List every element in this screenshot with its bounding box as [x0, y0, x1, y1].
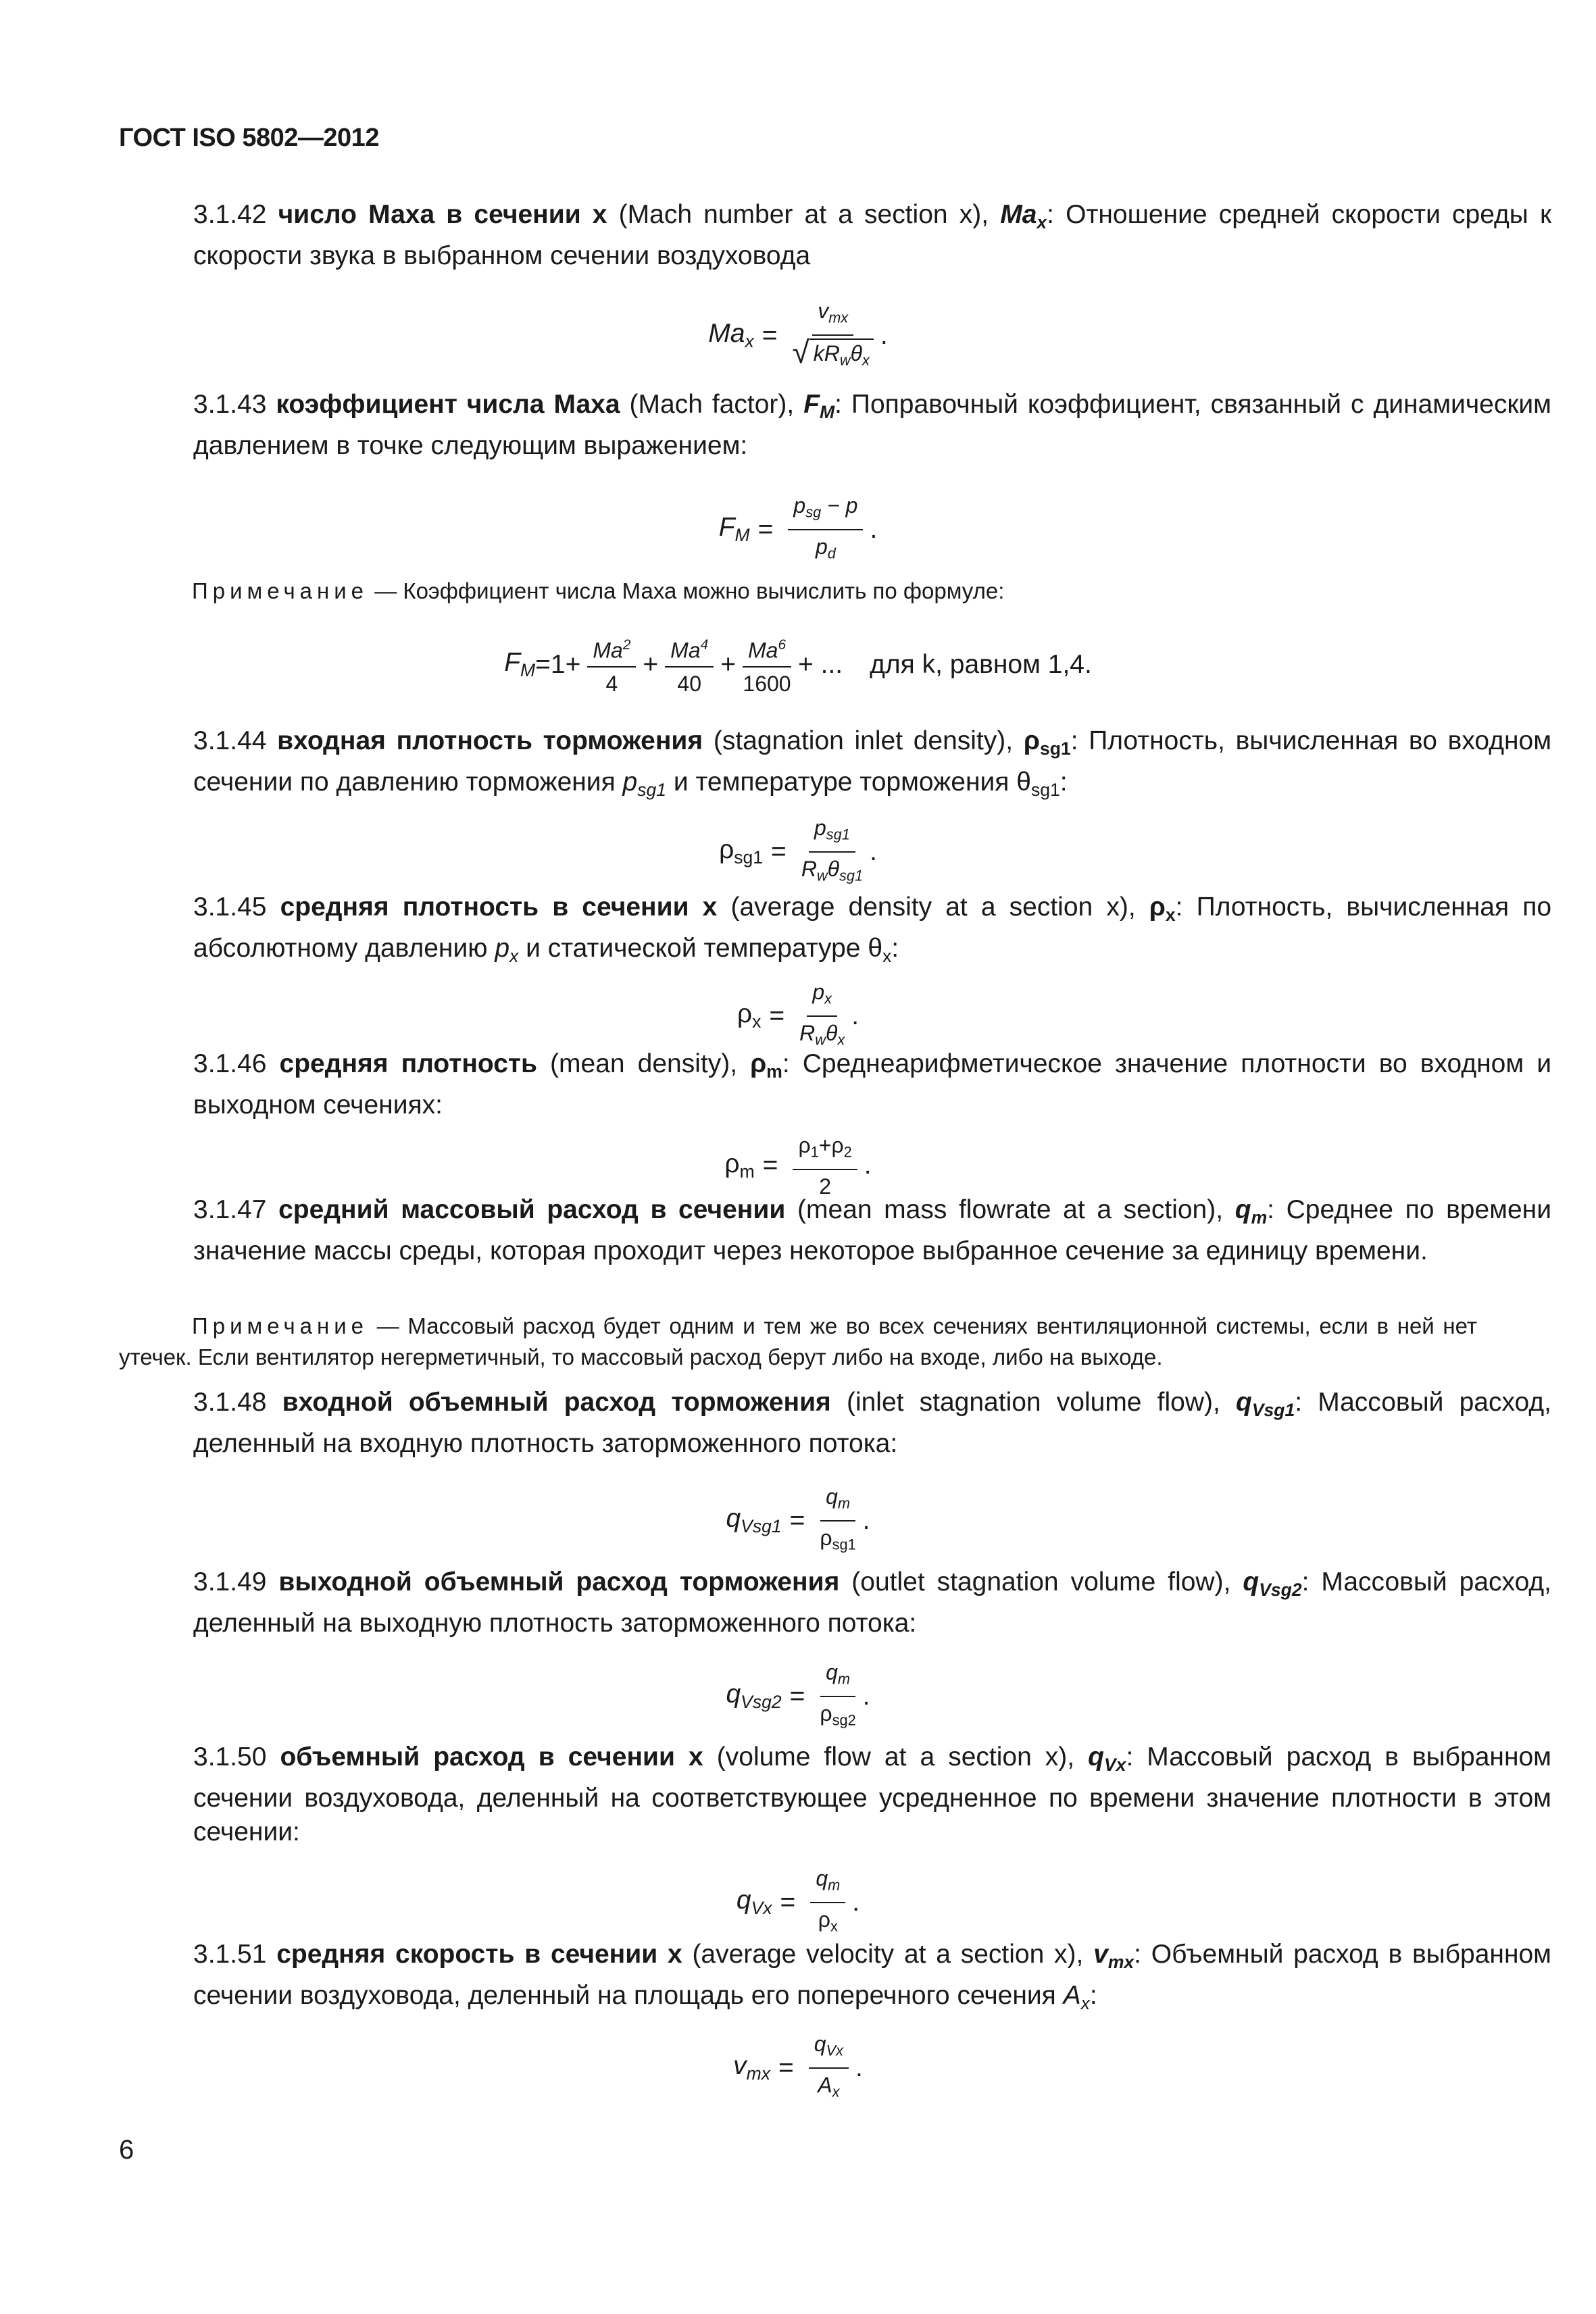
definition-text: : Плотность, вычисленная по абсолютному давлению: [193, 892, 1552, 963]
symbol: $\rho_{sg1}$: [1023, 726, 1071, 759]
definition-3-1-48: [119, 1386, 1551, 1461]
clause-number: 3.1.47: [193, 1195, 267, 1224]
definition-3-1-49: [119, 1565, 1551, 1640]
formula-lhs: $\rho_m$: [724, 1149, 755, 1182]
equals-sign: =: [769, 1001, 785, 1030]
symbol: $Ma_x$: [1000, 200, 1047, 232]
series-tail: + ...: [798, 649, 843, 679]
definition-3-1-45: [119, 890, 1551, 973]
definition-end: :: [1059, 767, 1068, 797]
formula-lhs: $v_{mx}$: [733, 2051, 771, 2084]
fraction-term-1: $\frac{Ma^2}{4}$: [587, 632, 636, 697]
formula-condition: для k, равном 1,4.: [870, 649, 1092, 679]
term: коэффициент числа Маха: [276, 390, 620, 419]
term-english: (stagnation inlet density),: [713, 726, 1014, 755]
clause-number: 3.1.43: [193, 390, 267, 419]
fraction: $\frac{q_{Vx}}{A_x}$: [809, 2030, 849, 2105]
definition-text: : Поправочный коэффициент, связанный с динамическим давлением в точке следующим выражением:: [193, 390, 1551, 460]
period: .: [862, 1505, 870, 1535]
term-english: (average velocity at a section x),: [692, 1940, 1084, 1969]
period: .: [864, 1151, 872, 1180]
symbol: $q_m$: [1235, 1195, 1268, 1228]
clause-number: 3.1.48: [193, 1388, 267, 1417]
term-english: (average density at a section x),: [730, 892, 1136, 922]
equals-sign: =: [789, 1505, 805, 1535]
symbol: $q_{Vsg1}$: [1235, 1388, 1295, 1420]
term: средняя скорость в сечении x: [276, 1940, 682, 1969]
equals-sign: =: [762, 1151, 778, 1180]
definition-3-1-44: [119, 724, 1551, 807]
symbol: $q_{Vsg2}$: [1243, 1567, 1302, 1600]
definition-text: : Объемный расход в выбранном сечении воздуховода, деленный на площадь его поперечного сечения: [193, 1940, 1551, 2010]
formula-average-density: [0, 978, 1596, 1053]
clause-number: 3.1.51: [193, 1940, 267, 1969]
formula-lhs: $F_M$: [718, 513, 750, 545]
term-english: (inlet stagnation volume flow),: [846, 1388, 1220, 1417]
clause-number: 3.1.46: [193, 1049, 267, 1078]
page-number: 6: [119, 2135, 134, 2165]
formula-volume-flow-section: [0, 1865, 1596, 1940]
period: .: [862, 1681, 870, 1711]
definition-text: : Массовый расход в выбранном сечении воздуховода, деленный на соответствующее усредненное по времени значение плотности в этом сечении:: [193, 1742, 1551, 1846]
inline-symbol: $p_x$: [495, 933, 519, 966]
inline-symbol: $A_x$: [1063, 1980, 1090, 2013]
term-english: (outlet stagnation volume flow),: [851, 1567, 1231, 1596]
formula-outlet-volume-flow: [0, 1659, 1596, 1734]
period: .: [870, 514, 878, 544]
note-text: — Массовый расход будет одним и тем же во всех сечениях вентиляционной системы, если в ней нет утечек. Если вентилятор негерметичный, то массовый расход берут либо на входе, либо на выходе.: [119, 1313, 1477, 1369]
formula-lhs: $q_{Vsg1}$: [726, 1504, 782, 1536]
term-english: (Mach number at a section x),: [618, 200, 989, 229]
definition-3-1-47: [119, 1193, 1551, 1268]
note-label: Примечание: [192, 578, 369, 603]
inline-symbol: $\theta_{sg1}$: [1016, 767, 1060, 800]
symbol: $\rho_m$: [750, 1049, 782, 1082]
formula-lhs: $q_{Vsg2}$: [726, 1680, 782, 1712]
period: .: [851, 1001, 859, 1030]
definition-text-cont: и температуре торможения: [666, 767, 1017, 797]
definition-end: :: [891, 933, 899, 963]
formula-stagnation-inlet-density: [0, 814, 1596, 889]
note-mach-factor: [119, 576, 1477, 607]
period: .: [880, 320, 888, 350]
numerator: $v_{mx}$: [812, 297, 853, 336]
note-text: — Коэффициент числа Маха можно вычислить по формуле:: [374, 578, 1005, 603]
term-english: (Mach factor),: [629, 390, 795, 419]
definition-text: : Отношение средней скорости среды к скорости звука в выбранном сечении воздуховода: [193, 200, 1552, 270]
inline-symbol: $\theta_x$: [868, 933, 892, 966]
equals-sign: =: [789, 1681, 805, 1711]
document-header: ГОСТ ISO 5802—2012: [119, 124, 379, 152]
definition-3-1-43: [119, 388, 1551, 463]
fraction: $\frac{\rho_1+\rho_2}{2}$: [793, 1132, 857, 1200]
formula-average-velocity: [0, 2030, 1596, 2105]
term: средний массовый расход в сечении: [278, 1195, 786, 1224]
term: средняя плотность в сечении x: [280, 892, 718, 922]
period: .: [852, 1887, 860, 1917]
symbol: $F_M$: [803, 390, 835, 422]
formula-lhs: $Ma_x$: [708, 319, 754, 351]
term: объемный расход в сечении x: [280, 1742, 703, 1771]
definition-3-1-42: [119, 198, 1551, 273]
term: входной объемный расход торможения: [282, 1388, 831, 1417]
equals-sign: =: [757, 514, 774, 544]
equals-sign: =: [762, 320, 778, 350]
formula-inlet-volume-flow: [0, 1483, 1596, 1558]
clause-number: 3.1.50: [193, 1742, 267, 1771]
fraction-term-3: $\frac{Ma^6}{1600}$: [743, 632, 791, 697]
definition-text-cont: и статической температуре: [518, 933, 868, 963]
symbol: $q_{Vx}$: [1088, 1742, 1126, 1775]
definition-text: : Массовый расход, деленный на выходную плотность заторможенного потока:: [193, 1567, 1552, 1638]
term: число Маха в сечении x: [278, 200, 607, 229]
term: средняя плотность: [279, 1049, 537, 1078]
clause-number: 3.1.42: [193, 200, 267, 229]
square-root: √ $kR_w\theta_x$: [793, 338, 874, 374]
term-english: (mean mass flowrate at a section),: [797, 1195, 1224, 1224]
formula-lhs: $\rho_x$: [737, 999, 762, 1032]
formula-lhs: $\rho_{sg1}$: [719, 835, 764, 867]
clause-number: 3.1.44: [193, 726, 267, 755]
note-mass-flow: [119, 1311, 1477, 1373]
denominator: $p_d$: [815, 534, 836, 562]
definition-text: : Массовый расход, деленный на входную плотность заторможенного потока:: [193, 1388, 1551, 1458]
clause-number: 3.1.49: [193, 1567, 267, 1596]
equals-sign: =: [778, 2053, 794, 2082]
series-start: =1+: [535, 649, 581, 679]
symbol: $\rho_x$: [1149, 892, 1176, 925]
definition-text: : Среднее по времени значение массы среды, которая проходит через некоторое выбранное сечение за единицу времени.: [193, 1195, 1551, 1265]
definition-end: :: [1089, 1980, 1097, 2010]
term-english: (mean density),: [550, 1049, 738, 1078]
definition-3-1-46: [119, 1047, 1551, 1122]
term: выходной объемный расход торможения: [278, 1567, 840, 1596]
formula-mach-number: [0, 297, 1596, 374]
fraction: $\frac{p_{sg1}}{R_w\theta_{sg1}}$: [801, 815, 864, 884]
period: .: [870, 836, 877, 866]
formula-mean-density: [0, 1132, 1596, 1200]
definition-3-1-51: [119, 1938, 1551, 2020]
formula-lhs: $q_{Vx}$: [736, 1886, 772, 1918]
formula-lhs: $F_M$: [504, 648, 536, 681]
fraction-term-2: $\frac{Ma^4}{40}$: [665, 632, 714, 697]
definition-text: : Среднеарифметическое значение плотности во входном и выходном сечениях:: [193, 1049, 1551, 1120]
fraction: $\frac{p_x}{R_w\theta_x}$: [799, 980, 845, 1049]
inline-symbol: $p_{sg1}$: [622, 767, 667, 800]
clause-number: 3.1.45: [193, 892, 267, 922]
numerator: $p_{sg} - p$: [788, 492, 863, 530]
fraction: $\frac{q_m}{\rho_x}$: [810, 1865, 845, 1940]
period: .: [855, 2053, 863, 2082]
equals-sign: =: [771, 836, 787, 866]
denominator: [793, 336, 874, 374]
definition-text: : Плотность, вычисленная во входном сечении по давлению торможения: [193, 726, 1552, 797]
fraction: $\frac{q_m}{\rho_{sg2}}$: [820, 1660, 856, 1729]
formula-mach-factor-series: $F_M$ =1+ $\frac{Ma^2}{4}$ + $\frac{Ma^4}{40}$ + $\frac{Ma^6}{1600}$ + ... для k, равном 1,4.: [0, 632, 1596, 697]
term-english: (volume flow at a section x),: [716, 1742, 1075, 1771]
term: входная плотность торможения: [277, 726, 703, 755]
note-label: Примечание: [192, 1313, 369, 1338]
fraction: [793, 297, 874, 374]
equals-sign: =: [780, 1887, 796, 1917]
fraction: [788, 492, 863, 567]
symbol: $v_{mx}$: [1093, 1940, 1134, 1972]
definition-3-1-50: [119, 1740, 1551, 1849]
fraction: $\frac{q_m}{\rho_{sg1}}$: [820, 1484, 856, 1553]
formula-mach-factor: [0, 492, 1596, 567]
